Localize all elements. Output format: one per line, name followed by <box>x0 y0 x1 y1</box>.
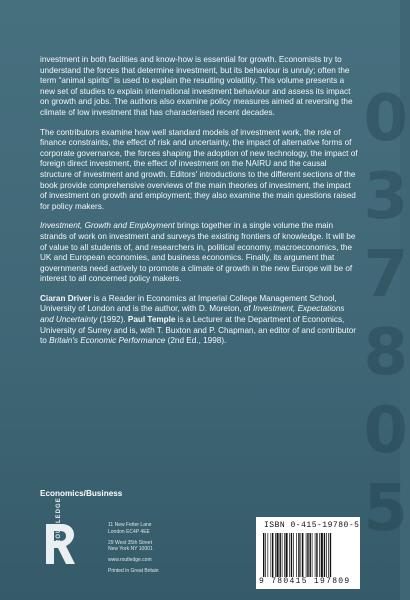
website: www.routledge.com <box>108 557 152 564</box>
barcode-bar <box>319 533 320 577</box>
cited-book-title: Britain's Economic Performance <box>49 336 166 346</box>
barcode-bar <box>330 533 331 577</box>
printed-in: Printed in Great Britain <box>108 567 159 574</box>
barcode-bar <box>268 533 269 577</box>
background-digit: 0 <box>363 82 410 156</box>
barcode-bar <box>301 533 302 577</box>
barcode-bar <box>316 533 317 577</box>
cited-book-title: Investment, Expectations and Uncertainty <box>40 304 345 325</box>
barcode-bar <box>272 533 273 577</box>
barcode-bar <box>286 533 288 577</box>
barcode-bar <box>277 533 279 577</box>
barcode-bar <box>271 533 272 577</box>
barcode-bar <box>296 533 297 577</box>
barcode-bar <box>307 533 308 577</box>
background-digit: 7 <box>363 238 410 312</box>
barcode-panel <box>256 517 360 589</box>
barcode-bar <box>328 533 329 577</box>
editor-name: Paul Temple <box>127 315 176 325</box>
blurb-text <box>40 55 358 356</box>
paragraph-3-text: brings together in a single volume the main strands of work on investment and surveys the existing frontiers of knowledge. It will be of value to all students of, and researchers in, political economy, macroeconomics, the UK and European economies, and business economics. Finally, its argument that governments need actively to promote a climate of growth in the new Europe will be of interest to all concerned policy makers. <box>40 221 356 284</box>
barcode-bar <box>284 533 285 577</box>
barcode-bar <box>312 533 313 577</box>
barcode-bar <box>280 533 281 577</box>
barcode-bar <box>293 533 294 577</box>
ean-number: 9 780415 197809 <box>259 577 351 586</box>
barcode-bar <box>302 533 303 577</box>
barcode-bar <box>315 533 316 577</box>
address-line: London EC4P 4EE <box>108 528 150 535</box>
address-line: 29 West 35th Street <box>108 539 153 546</box>
background-digit: 3 <box>363 160 410 234</box>
bio-text: is a Reader in Economics at Imperial College Management School, University of London and is the author, with D. Moreton, of <box>40 293 337 314</box>
publisher-logo <box>38 497 82 590</box>
barcode-bar <box>291 533 292 577</box>
barcode-bar <box>321 533 323 577</box>
subject-category: Economics/Business <box>40 489 123 498</box>
barcode-icon <box>262 533 354 577</box>
editors-bio <box>40 294 358 347</box>
isbn-number: ISBN 0-415-19780-5 <box>264 521 360 530</box>
barcode-bar <box>310 533 311 577</box>
publisher-address <box>108 522 228 575</box>
background-digit: 8 <box>363 316 410 390</box>
editor-name: Ciaran Driver <box>40 293 92 303</box>
barcode-bar <box>324 533 325 577</box>
address-line: New York NY 10001 <box>108 546 153 553</box>
barcode-bar <box>275 533 276 577</box>
bio-text: (1992). <box>97 315 128 325</box>
address-line: 11 New Fetter Lane <box>108 522 152 528</box>
barcode-bar <box>298 533 299 577</box>
barcode-bar <box>289 533 290 577</box>
barcode-bar <box>282 533 283 577</box>
bio-text: (2nd Ed., 1998). <box>165 336 227 346</box>
bio-text: is a Lecturer at the Department of Economics, University of Surrey and is, with T. Buxton and P. Chapman, an editor of and contributor to <box>40 315 356 346</box>
background-digit: 5 <box>363 472 410 546</box>
barcode-bar <box>263 533 264 577</box>
blurb-paragraph-1: investment in both facilities and know-how is essential for growth. Economists try to understand the forces that determine investment, but its behaviour is unruly; often the term “animal spirits” is used to explain the resulting volatility. This volume presents a new set of studies to explain international investment behaviour and assess its impact on growth and jobs. The authors also examine policy measures aimed at reversing the climate of low investment that has characterised recent decades. <box>40 55 353 117</box>
background-digit: 0 <box>363 394 410 468</box>
barcode-bar <box>326 533 327 577</box>
barcode-bar <box>265 533 266 577</box>
publisher-wordmark: ROUTLEDGE <box>56 497 62 544</box>
barcode-bar <box>306 533 307 577</box>
blurb-paragraph-2: The contributors examine how well standard models of investment work, the role of finance constraints, the effect of risk and uncertainty, the impact of alternative forms of corporate governance, the forces shaping the adoption of new technology, the impact of foreign direct investment, the effect of investment on the NAIRU and the causal structure of investment and growth. Editors' introductions to the different sections of the book provide comprehensive overviews of the main theories of investment, the impact of investment on growth and employment; they also examine the main questions raised for policy makers. <box>40 127 358 211</box>
book-title: Investment, Growth and Employment <box>40 221 175 231</box>
blurb-paragraph-3 <box>40 221 358 285</box>
